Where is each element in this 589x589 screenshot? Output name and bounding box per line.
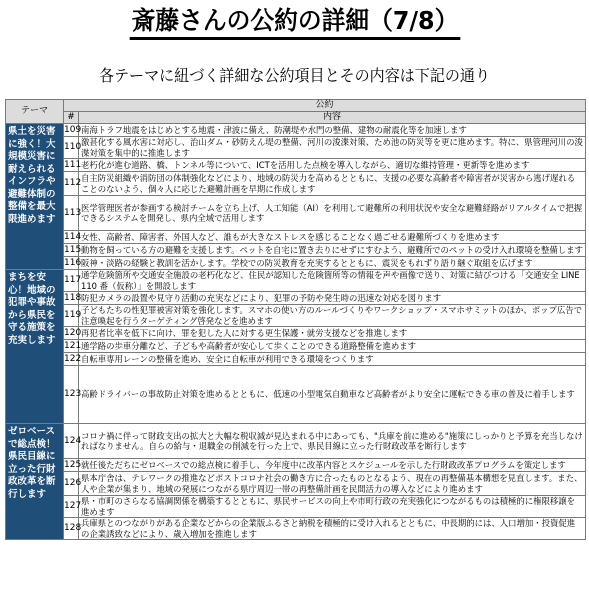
pledge-number: 115: [64, 244, 82, 255]
pledge-content: 県・市町のさらなる協調関係を構築するとともに、県民サービスの向上や市町行政の充実強化につながるものは積極的に権限移譲を進めます: [79, 496, 586, 518]
theme-cell: ゼロベースで総点検！県民目線に立った行財政改革を断行します: [6, 424, 64, 540]
table-row: [6, 270, 586, 292]
pledge-content: 阪神・淡路の経験と教訓を活かします。学校での防災教育を充実するとともに、震災をもれずり語り継ぐ取組を広げます: [79, 257, 586, 270]
pledge-number: 126: [64, 472, 79, 496]
table-row: [6, 459, 586, 472]
table-row: [6, 137, 586, 159]
pledge-content: 自主防災組織や消防団の体制強化などにより、地域の防災力を高めるとともに、支援の必要な高齢者や障害者が災害から逃げ遅れることのないよう、個々人に応じた避難計画を早期に作成します: [79, 172, 586, 196]
table-row: [6, 340, 586, 353]
pledge-number: 120: [64, 327, 82, 338]
pledge-number: 117: [64, 270, 79, 292]
pledge-content: 子どもたちの性犯罪被害対策を強化します。スマホの使い方のルールづくりやワークショップ・スマホサミットのほか、ポップ広告で注意喚起を行うターゲティング啓発などを進めます: [79, 305, 586, 327]
table-row: [6, 496, 586, 518]
theme-cell: まちを安心！地域の犯罪や事故から県民を守る施策を充実します: [6, 270, 64, 424]
pledge-number: 128: [64, 518, 79, 540]
header-num: #: [64, 112, 79, 124]
pledge-content: 医学管理医者が参画する検討チームを立ち上げ、人工知能（AI）を利用して避難所の利用状況や安全な避難経路がリアルタイムで把握できるシステムを開発し、県内全域で活用します: [79, 196, 586, 231]
pledge-number: 118: [64, 292, 82, 303]
table-row: [6, 196, 586, 231]
table-row: [6, 366, 586, 424]
pledge-number: 109: [64, 124, 82, 135]
pledge-number: 124: [64, 424, 79, 459]
table-row: [6, 244, 586, 257]
theme-cell: 県土を災害に強く！大規模災害に耐えられるインフラや避難体制の整備を最大限進めます: [6, 124, 64, 270]
page-subtitle: 各テーマに紐づく詳細な公約項目とその内容は下記の通り: [98, 66, 491, 85]
pledge-content: 通学危険箇所や交通安全施設の老朽化など、住民が認知した危険箇所等の情報を声や画像で送り、対策に結びつける「交通安全 LINE110 番（仮称）」を開設します: [79, 270, 586, 292]
table-row: [6, 124, 586, 137]
table-row: [6, 353, 586, 366]
pledge-content: 通学路の歩車分離など、子どもや高齢者が安心して歩くことのできる道路整備を進めます: [79, 340, 586, 353]
table-row: [6, 472, 586, 496]
header-pledge: 公約: [64, 100, 586, 112]
table-row: [6, 159, 586, 172]
pledge-number: 121: [64, 340, 82, 351]
pledge-content: コロナ禍に伴って財政支出の拡大と大幅な税収減が見込まれる中にあっても、"兵庫を前に進める"施策にしっかりと予算を充当しなければなりません。自らの給与・退職金の削減を行った上で、県民目線に立った行財政改革を断行します: [79, 424, 586, 459]
table-row: [6, 231, 586, 244]
pledge-content: 防犯カメラの設置や見守り活動の充実などにより、犯罪の予防や発生時の迅速な対応を図ります: [79, 292, 586, 305]
pledge-number: 113: [64, 196, 79, 231]
pledge-content: 動物を飼っている方の避難を支援します。ペットを自宅に置き去りにせずにすむよう、避難所でのペットの受け入れ環境を整備します: [79, 244, 586, 257]
table-body: [6, 124, 586, 540]
pledge-number: 127: [64, 496, 79, 518]
table-row: [6, 257, 586, 270]
table-row: [6, 327, 586, 340]
pledge-content: 高齢ドライバーの事故防止対策を進めるとともに、低速の小型電気自動車など高齢者がより安全に運転できる車の普及に着手します: [79, 366, 586, 424]
page-title: 斎藤さんの公約の詳細（7/8）: [129, 6, 460, 40]
pledge-content: 再犯者比率を低下に向け、罪を犯した人に対する更生保護・就労支援などを推進します: [79, 327, 586, 340]
pledge-content: 老朽化が進む道路、橋、トンネル等について、ICTを活用した点検を導入しながら、適切な維持管理・更新等を進めます: [79, 159, 586, 172]
header-row-2: [6, 112, 586, 124]
pledge-number: 122: [64, 353, 82, 364]
pledge-content: 激甚化する風水害に対応し、治山ダム・砂防えん堤の整備、河川の浚渫対策、ため池の防災等を更に進めます。特に、県管理河川の浚渫対策を集中的に推進します: [79, 137, 586, 159]
header-theme: テーマ: [6, 100, 64, 124]
pledge-number: 119: [64, 305, 79, 327]
pledge-content: 県本庁舎は、テレワークの推進などポストコロナ社会の働き方に合ったものとなるよう、現在の再整備基本構想を見直します。また、人や企業が集まり、地域の発展につながる県庁周辺一帯の再整備計画を民間活力の導入などにより進めます: [79, 472, 586, 496]
table-row: [6, 518, 586, 540]
pledge-number: 112: [64, 172, 79, 196]
pledge-number: 123: [64, 366, 79, 424]
pledge-table: [5, 99, 586, 540]
pledge-number: 114: [64, 231, 82, 242]
pledge-content: 女性、高齢者、障害者、外国人など、誰もが大きなストレスを感じることなく過ごせる避難所づくりを進めます: [79, 231, 586, 244]
table-row: [6, 292, 586, 305]
pledge-number: 110: [64, 137, 79, 159]
pledge-content: 自転車専用レーンの整備を進め、安全に自転車が利用できる環境をつくります: [79, 353, 586, 366]
table-row: [6, 305, 586, 327]
table-row: [6, 424, 586, 459]
pledge-number: 116: [64, 257, 82, 268]
pledge-content: 兵庫県とのつながりがある企業などからの企業版ふるさと納税を積極的に受け入れるとともに、中長期的には、人口増加・投資促進の企業誘致などにより、歳入増加を推進します: [79, 518, 586, 540]
pledge-content: 南海トラフ地震をはじめとする地震・津波に備え、防潮堤や水門の整備、建物の耐震化等を加速します: [79, 124, 586, 137]
header-content: 内容: [79, 112, 586, 124]
pledge-number: 111: [64, 159, 82, 170]
header-row-1: [6, 100, 586, 112]
pledge-content: 就任後ただちにゼロベースでの総点検に着手し、今年度中に改革内容とスケジュールを示した行財政改革プログラムを策定します: [79, 459, 586, 472]
table-row: [6, 172, 586, 196]
title-wrap: [0, 6, 589, 40]
pledge-number: 125: [64, 459, 82, 470]
